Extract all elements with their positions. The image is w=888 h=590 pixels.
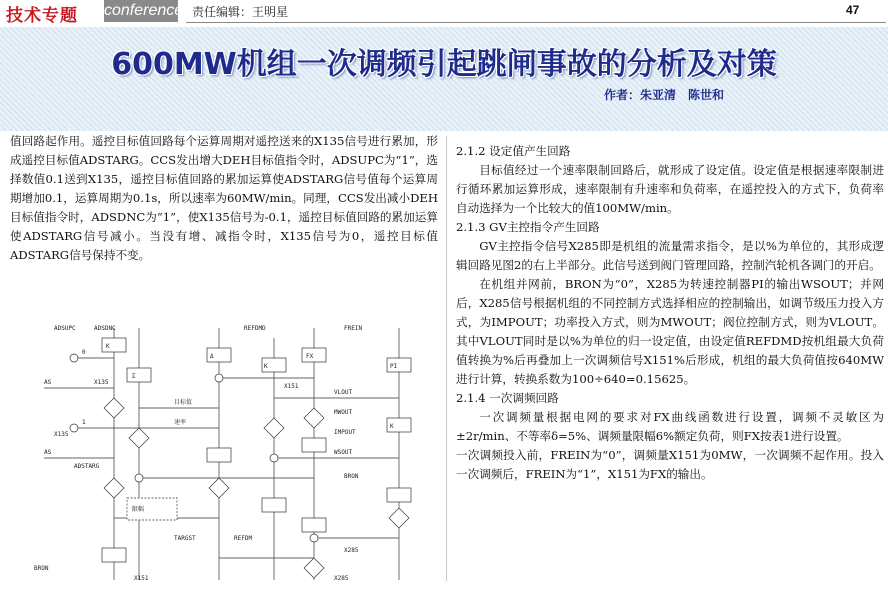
label-as1: AS	[44, 379, 52, 386]
conference-badge: conference	[104, 0, 178, 22]
heading-2-1-3: 2.1.3 GV主控指令产生回路	[456, 220, 600, 234]
label-rate: 速率	[174, 419, 187, 426]
editor-credit: 责任编辑：王明星	[192, 5, 289, 19]
label-refdm: REFDM	[234, 535, 253, 542]
label-b3: X285	[334, 575, 349, 582]
right-column	[456, 142, 884, 484]
label-limit: 限幅	[132, 506, 145, 513]
logic-diagram	[14, 318, 436, 586]
logic-diagram-figure	[14, 318, 436, 586]
label-x135-b: X135	[54, 431, 69, 438]
article-title: 600MW机组一次调频引起跳闸事故的分析及对策	[111, 47, 777, 82]
label-sigma: Σ	[132, 373, 136, 380]
left-column	[10, 132, 438, 265]
page-header	[0, 0, 888, 24]
label-k2: K	[264, 363, 268, 370]
label-adsupc: ADSUPC	[54, 325, 76, 332]
label-mwout: MWOUT	[334, 409, 353, 416]
label-n1: 0	[82, 349, 86, 356]
label-x285: X285	[344, 547, 359, 554]
label-n2: 1	[82, 419, 86, 426]
heading-2-1-2: 2.1.2 设定值产生回路	[456, 144, 571, 158]
para-2-1-2: 目标值经过一个速率限制回路后，就形成了设定值。设定值是根据速率限制进行循环累加运算形成，速率限制有升速率和负荷率，在遥控投入的方式下，负荷率自动选择为一个比较大的值100MW/min。	[456, 163, 884, 215]
para-2-1-4-a: 一次调频量根据电网的要求对FX曲线函数进行设置，调频不灵敏区为±2r/min、不等率δ=5%、调频量限幅6%额定负荷，则FX按表1进行设置。	[456, 410, 884, 443]
left-paragraph: 值回路起作用。遥控目标值回路每个运算周期对遥控送来的X135信号进行累加，形成遥控目标值ADSTARG。CCS发出增大DEH目标值指令时，ADSUPC为“1”，选择数值0.1送到X135，遥控目标值回路的累加运算使ADSTARG信号值每个运算周期增加0.1，运算周期为0.1s，所以速率为60MW/min。同理，CCS发出减小DEH目标值指令时，ADSDNC为“1”，使X135信号为-0.1，遥控目标值回路的累加运算使ADSTARG信号减小。当没有增、减指令时，X135信号为0，遥控目标值ADSTARG信号保持不变。	[10, 134, 438, 262]
para-2-1-3-b: 在机组并网前，BRON为“0”，X285为转速控制器PI的输出WSOUT；并网后，X285信号根据机组的不同控制方式选择相应的控制输出，如调节级压力投入方式，为IMPOUT；功率投入方式，则为MWOUT；阀位控制方式，则为VLOUT。其中VLOUT同时是以%为单位的归一设定值，由设定值REFDMD按机组最大负荷值转换为%后再叠加上一次调频信号X151%后形成，机组的最大负荷值按640MW进行计算，转换系数为100÷640=0.15625。	[456, 277, 884, 386]
label-adstarg: ADSTARG	[74, 463, 100, 470]
label-b1: BRON	[34, 565, 49, 572]
para-2-1-4-b: 一次调频投入前，FREIN为“0”，调频量X151为0MW，一次调频不起作用。投入一次调频后，FREIN为“1”，X151为FX的输出。	[456, 448, 884, 481]
label-vlout: VLOUT	[334, 389, 353, 396]
author-name-2: 陈世和	[688, 88, 725, 102]
label-b2: X151	[134, 575, 149, 582]
label-k1: K	[106, 343, 110, 350]
para-2-1-3-a: GV主控指令信号X285即是机组的流量需求指令，是以%为单位的，其形成逻辑回路见图2的右上半部分。此信号送到阀门管理回路，控制汽轮机各调门的开启。	[456, 239, 884, 272]
heading-2-1-4: 2.1.4 一次调频回路	[456, 391, 559, 405]
label-bron: BRON	[344, 473, 359, 480]
author-prefix: 作者：	[604, 88, 641, 102]
label-delta: Δ	[210, 353, 214, 360]
label-target: 目标值	[174, 399, 193, 406]
label-x151: X151	[284, 383, 299, 390]
label-adsdnc: ADSDNC	[94, 325, 116, 332]
label-k3: K	[390, 423, 394, 430]
label-targst: TARGST	[174, 535, 196, 542]
label-refdmd: REFDMD	[244, 325, 266, 332]
header-rule	[186, 22, 886, 23]
label-pi: PI	[390, 363, 398, 370]
author-line	[604, 86, 736, 103]
section-label: 技术专题	[6, 6, 78, 26]
label-x135-a: X135	[94, 379, 109, 386]
label-wsout: WSOUT	[334, 449, 353, 456]
label-frein: FREIN	[344, 325, 363, 332]
title-banner	[0, 27, 888, 131]
page-number: 47	[846, 3, 860, 17]
author-name-1: 朱亚清	[640, 88, 677, 102]
label-as2: AS	[44, 449, 52, 456]
label-impout: IMPOUT	[334, 429, 356, 436]
label-fx: FX	[306, 353, 314, 360]
column-divider	[446, 136, 447, 581]
